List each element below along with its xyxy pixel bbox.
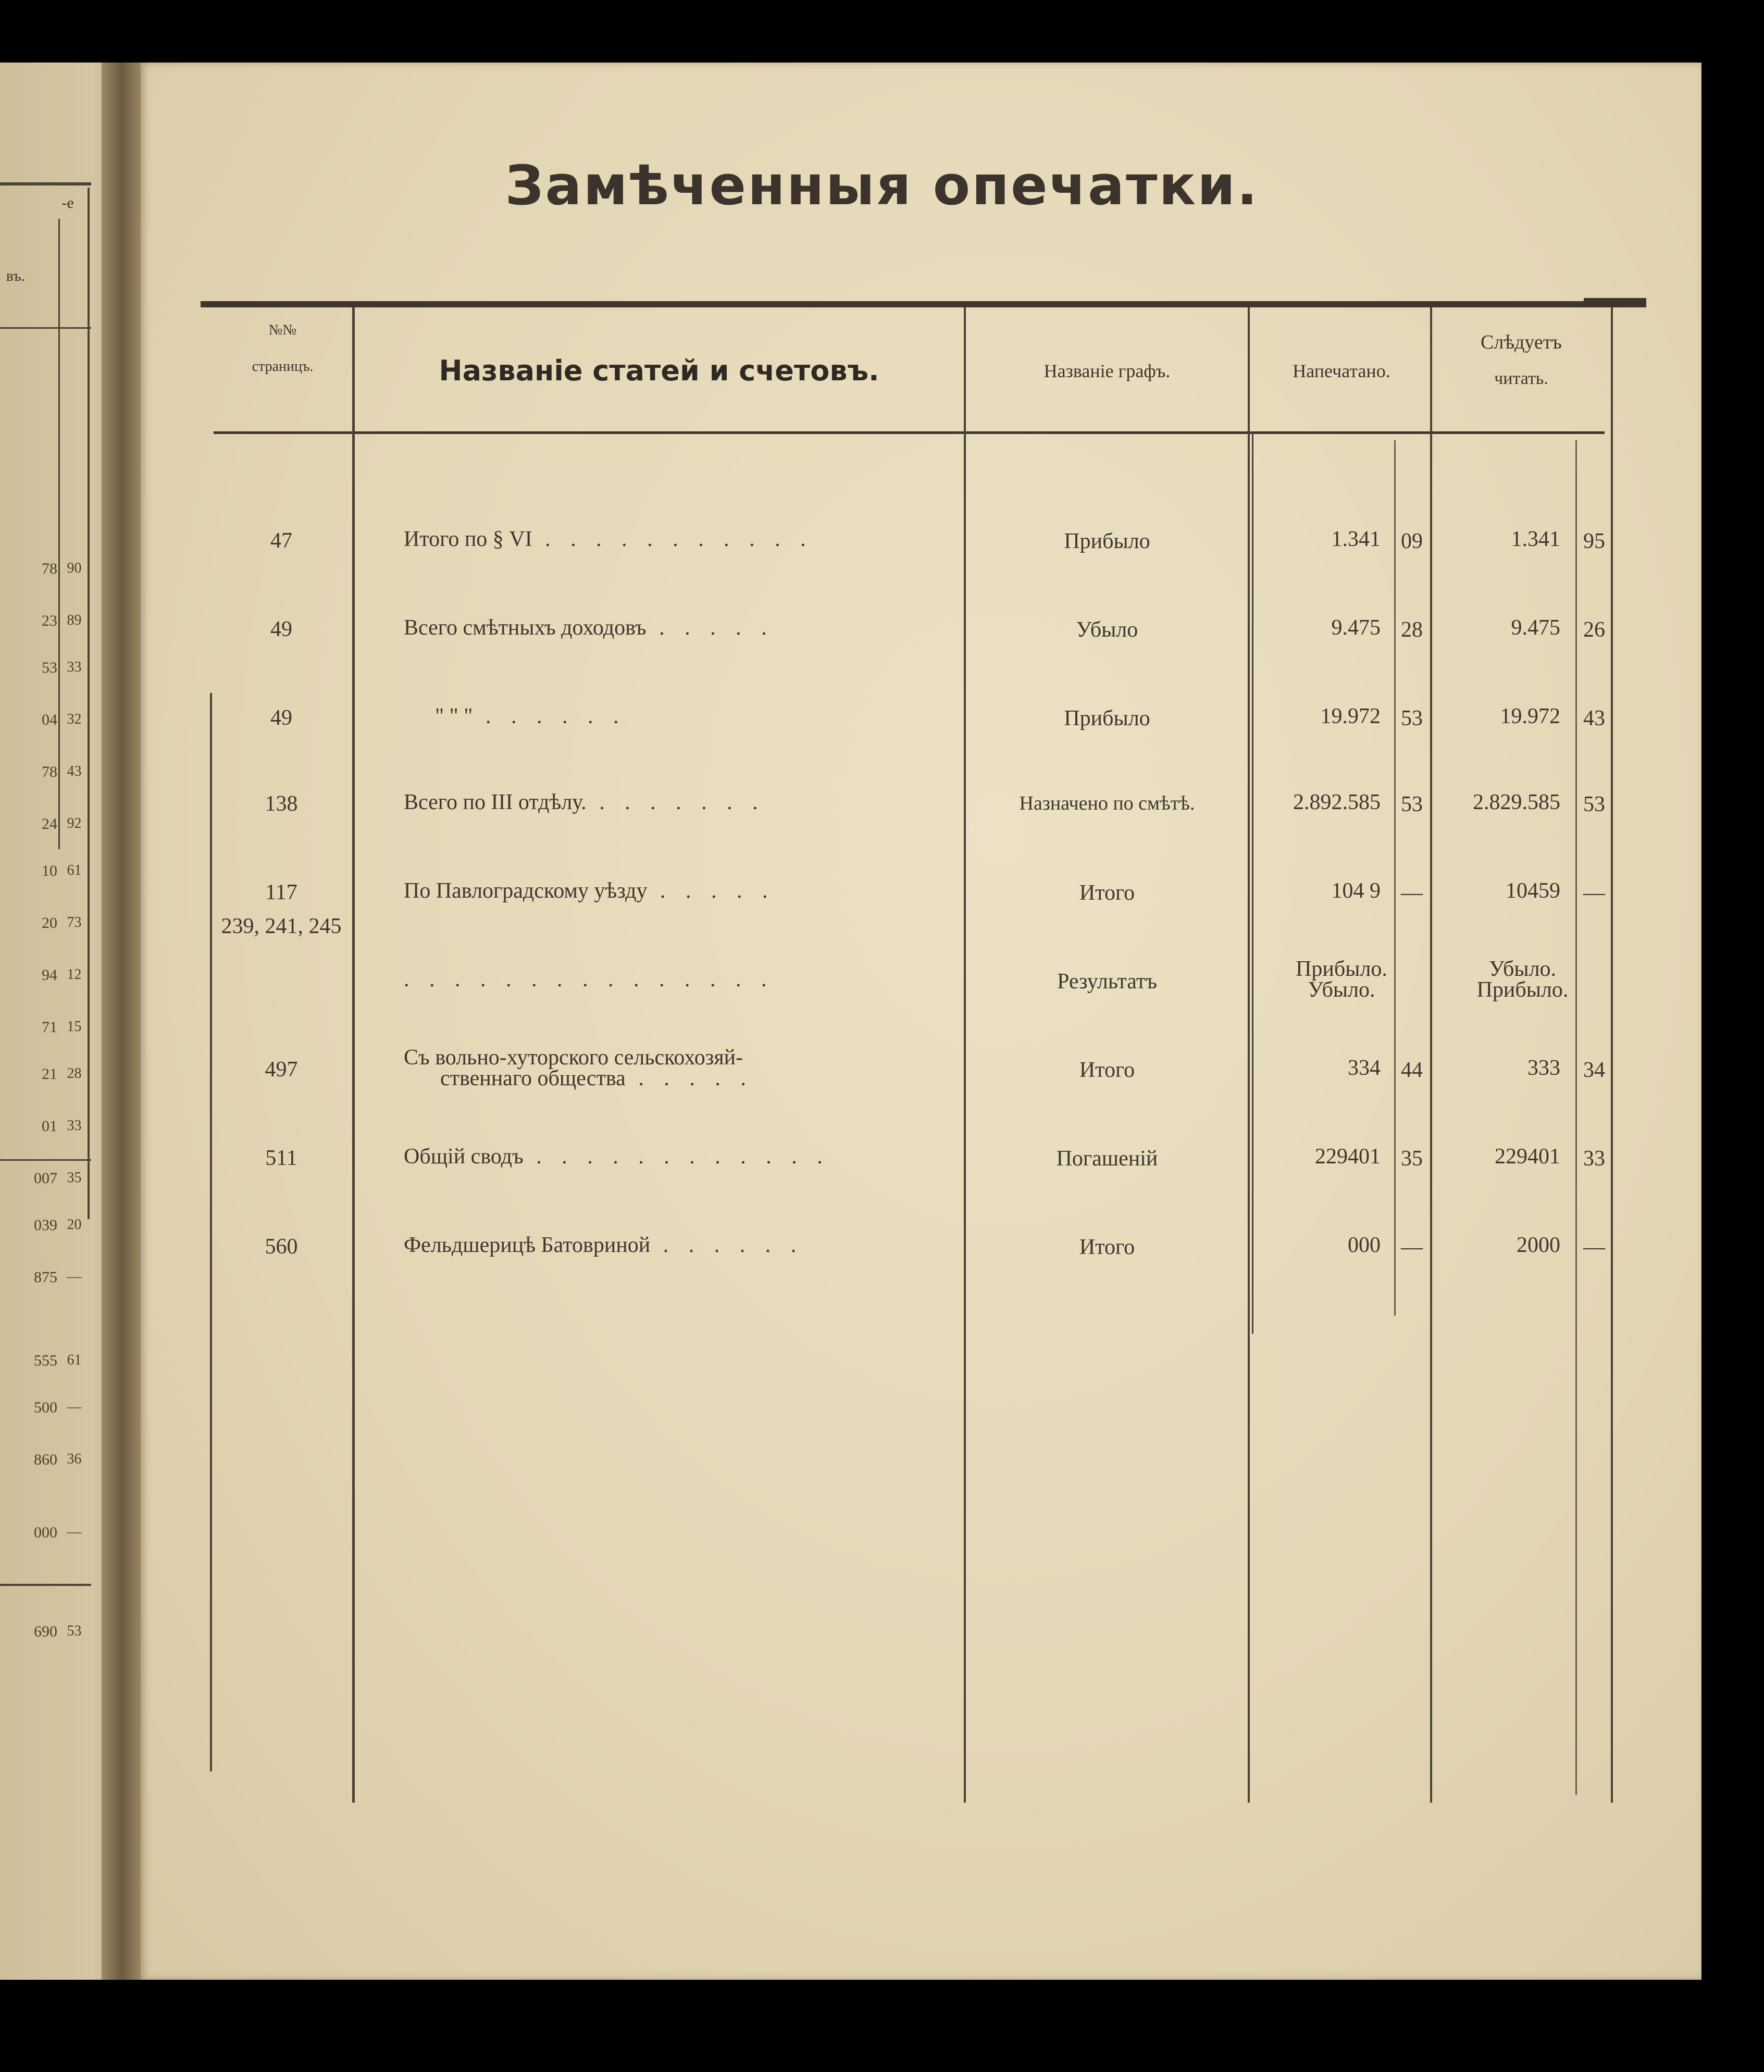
row-column-name: Итого xyxy=(1079,1235,1135,1259)
left-kopecks: 53 xyxy=(67,1623,82,1639)
row-page-number: 47 xyxy=(270,529,292,553)
leader-dots: . . . . . . . . . . . . . . . xyxy=(404,967,774,991)
leader-dots: . . . . . xyxy=(646,616,774,640)
table-top-rule-right xyxy=(1584,298,1646,302)
rule-after-column-a xyxy=(1248,307,1250,1803)
row-column-name: Прибыло xyxy=(1064,706,1150,730)
left-kopecks: 92 xyxy=(67,815,82,832)
left-value: 78 xyxy=(42,763,57,780)
left-kopecks: 33 xyxy=(67,1118,82,1134)
left-value: 039 xyxy=(34,1217,57,1234)
row-read-kopecks: 34 xyxy=(1583,1058,1605,1082)
row-article-name xyxy=(404,706,956,727)
article-name-text: По Павлоградскому уѣзду xyxy=(404,879,648,903)
row-read-kopecks: 26 xyxy=(1583,618,1605,642)
left-rule-sum xyxy=(0,1159,91,1161)
left-kopecks: 12 xyxy=(67,966,82,983)
leader-dots: . . . . . . . xyxy=(586,790,765,814)
row-article-name xyxy=(404,792,956,813)
row-printed-kopecks: — xyxy=(1401,881,1423,905)
left-value: 94 xyxy=(42,966,57,984)
header-page-no-bottom: страницъ. xyxy=(252,358,314,375)
header-column: Названіе графъ. xyxy=(1044,361,1171,381)
row-read-kopecks: — xyxy=(1583,881,1605,905)
row-read-value: 2.829.585 xyxy=(1473,790,1560,814)
row-read-value: 19.972 xyxy=(1500,704,1560,728)
article-name-text: Съ вольно-хуторского сельскохозяй- xyxy=(404,1046,743,1070)
row-printed-value: 1.341 xyxy=(1331,527,1381,551)
row-read-value: 2000 xyxy=(1517,1233,1560,1257)
left-kopecks: 33 xyxy=(67,659,82,675)
row-column-name: Убыло xyxy=(1076,618,1138,642)
left-rule-v1 xyxy=(58,219,60,849)
left-value: 53 xyxy=(42,659,57,676)
left-kopecks: — xyxy=(67,1269,82,1285)
row-printed-kopecks: 53 xyxy=(1401,792,1423,816)
row-printed-value: Прибыло. Убыло. xyxy=(1296,957,1387,1002)
left-kopecks: 89 xyxy=(67,612,82,628)
left-header-b: въ. xyxy=(6,267,26,284)
leader-dots: . . . . . . xyxy=(473,704,626,728)
header-bottom-rule-right xyxy=(1430,431,1602,434)
leader-dots: . . . . . . xyxy=(650,1233,804,1257)
left-total-rule xyxy=(0,1584,91,1586)
leader-dots: . . . . . xyxy=(625,1066,753,1090)
article-name-text: Фельдшерицѣ Батовриной xyxy=(404,1233,651,1257)
table-top-rule xyxy=(201,301,1646,307)
row-printed-kopecks: 35 xyxy=(1401,1147,1423,1171)
left-value: 04 xyxy=(42,711,57,728)
left-value: 23 xyxy=(42,612,57,629)
article-name-continuation: ственнаго общества xyxy=(440,1066,626,1090)
row-column-name: Назначено по смѣтѣ. xyxy=(1019,792,1195,814)
left-value: 21 xyxy=(42,1065,57,1083)
left-value: 860 xyxy=(34,1451,57,1468)
header-read-top: Слѣдуетъ xyxy=(1481,331,1562,353)
row-printed-value: 2.892.585 xyxy=(1293,790,1381,814)
left-kopecks: 20 xyxy=(67,1217,82,1233)
left-value: 71 xyxy=(42,1019,57,1036)
row-read-value: 9.475 xyxy=(1511,616,1560,640)
row-read-kopecks: 33 xyxy=(1583,1147,1605,1171)
article-name-text: Итого по § VI xyxy=(404,527,532,551)
left-rule-v2 xyxy=(88,188,90,1219)
article-name-text: Всего смѣтныхъ доходовъ xyxy=(404,616,647,640)
row-printed-kopecks: 44 xyxy=(1401,1058,1423,1082)
row-read-value: 10459 xyxy=(1506,879,1560,903)
left-kopecks: 61 xyxy=(67,1352,82,1368)
left-value: 01 xyxy=(42,1118,57,1135)
row-read-kopecks: 95 xyxy=(1583,529,1605,553)
row-read-kopecks: 53 xyxy=(1583,792,1605,816)
leader-dots: . . . . . . . . . . . . xyxy=(523,1145,830,1169)
row-read-value: Убыло. Прибыло. xyxy=(1476,957,1569,1002)
left-value: 10 xyxy=(42,862,57,879)
left-header-a: -е xyxy=(61,194,74,212)
row-printed-value: 9.475 xyxy=(1331,616,1381,640)
row-read-kopecks: 43 xyxy=(1583,706,1605,730)
row-column-name: Результатъ xyxy=(1057,970,1157,994)
leader-dots: . . . . . xyxy=(647,879,775,903)
row-printed-value: 000 xyxy=(1348,1233,1381,1257)
header-bottom-rule xyxy=(214,431,1605,434)
left-value: 78 xyxy=(42,560,57,577)
row-column-name: Прибыло xyxy=(1064,529,1150,553)
row-page-number: 497 xyxy=(265,1058,298,1082)
left-value: 690 xyxy=(34,1623,57,1640)
article-name-text: Всего по III отдѣлу. xyxy=(404,790,587,814)
row-page-number: 511 xyxy=(265,1146,297,1170)
row-article-name xyxy=(404,529,956,550)
row-article-name xyxy=(404,1146,956,1167)
row-printed-value: 19.972 xyxy=(1320,704,1381,728)
page-title: Замѣченныя опечатки. xyxy=(505,154,1259,217)
left-kopecks: 43 xyxy=(67,763,82,779)
row-column-name: Итого xyxy=(1079,1058,1135,1082)
row-page-number: 138 xyxy=(265,792,298,816)
row-page-number: 49 xyxy=(270,706,292,730)
row-read-value: 229401 xyxy=(1495,1145,1560,1169)
row-printed-value: 104 9 xyxy=(1331,879,1381,903)
row-printed-kopecks: 28 xyxy=(1401,618,1423,642)
header-printed: Напечатано. xyxy=(1293,361,1390,381)
rule-after-name xyxy=(964,307,966,1803)
row-read-kopecks: — xyxy=(1583,1235,1605,1259)
left-kopecks: 90 xyxy=(67,560,82,576)
rule-after-printed xyxy=(1430,307,1432,1803)
row-printed-value: 334 xyxy=(1348,1056,1381,1080)
row-column-name: Итого xyxy=(1079,881,1135,905)
row-read-value: 333 xyxy=(1527,1056,1560,1080)
left-kopecks: 32 xyxy=(67,711,82,727)
rule-right-edge xyxy=(1611,307,1613,1803)
header-page-no-top: №№ xyxy=(268,322,297,338)
header-read-bottom: читать. xyxy=(1494,369,1548,388)
row-column-name: Погашеній xyxy=(1056,1147,1158,1171)
row-printed-kopecks: 53 xyxy=(1401,706,1423,730)
header-name: Названіе статей и счетовъ. xyxy=(439,354,879,387)
row-read-value: 1.341 xyxy=(1511,527,1560,551)
row-page-number: 239, 241, 245 xyxy=(221,914,342,938)
row-article-name xyxy=(404,617,956,638)
row-printed-value: 229401 xyxy=(1315,1145,1381,1169)
row-article-name xyxy=(404,969,956,990)
left-value: 24 xyxy=(42,815,57,833)
left-kopecks: 15 xyxy=(67,1019,82,1035)
left-rule-mid xyxy=(0,327,91,329)
left-value: 000 xyxy=(34,1524,57,1541)
row-article-name xyxy=(404,1047,956,1089)
rule-read-kop xyxy=(1575,440,1577,1795)
leader-dots: . . . . . . . . . . . xyxy=(532,527,813,551)
article-name-text: Общій сводъ xyxy=(404,1145,524,1169)
left-value: 875 xyxy=(34,1269,57,1286)
rule-left-edge xyxy=(210,693,212,1771)
row-printed-kopecks: 09 xyxy=(1401,529,1423,553)
left-value: 20 xyxy=(42,914,57,932)
rule-printed-kop xyxy=(1394,440,1396,1316)
left-kopecks: — xyxy=(67,1399,82,1415)
row-page-number: 49 xyxy=(270,617,292,641)
article-name-text: " " " xyxy=(435,704,473,728)
row-page-number: 117 xyxy=(265,880,297,904)
left-value: 007 xyxy=(34,1170,57,1187)
row-printed-kopecks: — xyxy=(1401,1235,1423,1259)
left-kopecks: 28 xyxy=(67,1065,82,1082)
left-value: 500 xyxy=(34,1399,57,1416)
row-article-name xyxy=(404,1235,956,1256)
left-kopecks: 35 xyxy=(67,1170,82,1186)
left-kopecks: 61 xyxy=(67,862,82,878)
row-article-name xyxy=(404,880,956,901)
row-page-number: 560 xyxy=(265,1235,298,1259)
left-kopecks: — xyxy=(67,1524,82,1540)
left-kopecks: 36 xyxy=(67,1451,82,1467)
left-kopecks: 73 xyxy=(67,914,82,930)
left-value: 555 xyxy=(34,1352,57,1369)
